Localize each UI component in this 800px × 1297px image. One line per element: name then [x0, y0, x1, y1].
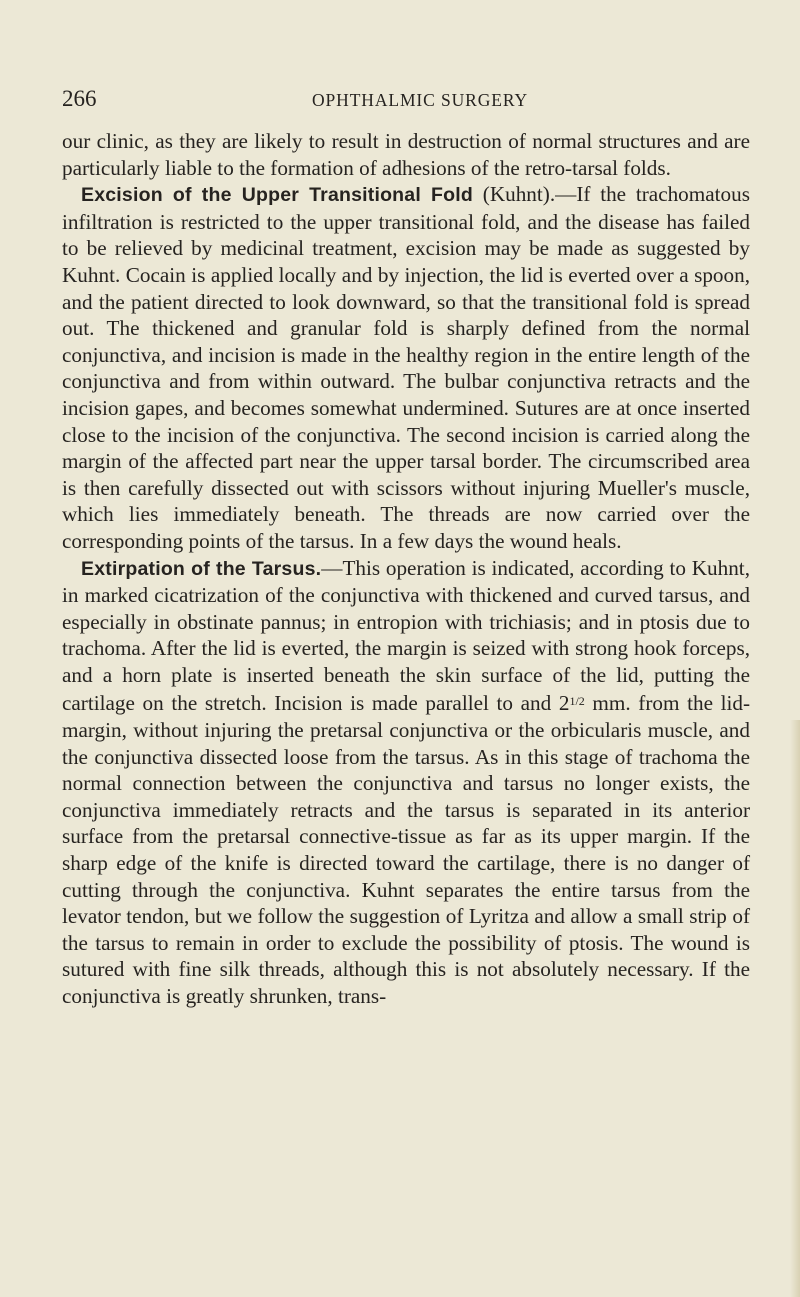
section-extirpation-text-b: mm. from the lid-margin, without injuring the pretarsal conjunctiva or the orbicularis muscle, and the conjunctiva dissected loose from the tarsus. As in this stage of trachoma the normal connection between the conjunctiva and tarsus no longer exists, the conjunctiva immediately retracts and the tarsus is separated in its anterior surface from the pretarsal connective-tissue as far as its upper margin. If the sharp edge of the knife is directed toward the cartilage, there is no danger of cutting through the conjunctiva. Kuhnt separates the entire tarsus from the levator tendon, but we follow the suggestion of Lyritza and allow a small strip of the tarsus to remain in order to exclude the possibility of ptosis. The wound is sutured with fine silk threads, although this is not absolutely necessary. If the conjunctiva is greatly shrunken, trans-: [62, 691, 751, 1008]
section-excision-paragraph: [62, 181, 750, 554]
section-heading-excision: Excision of the Upper Transitional Fold: [81, 184, 473, 207]
page-header: [62, 86, 752, 116]
intro-paragraph: [62, 128, 750, 181]
section-extirpation-paragraph: [62, 555, 750, 1010]
section-excision-text: —If the trachomatous infiltration is restricted to the upper transitional fold, and the disease has failed to be relieved by medicinal treatment, excision may be made as suggested by Kuhnt. Cocain is applied locally and by injection, the lid is everted over a spoon, and the patient directed to look downward, so that the transitional fold is spread out. The thickened and granular fold is sharply defined from the normal conjunctiva, and incision is made in the healthy region in the entire length of the conjunctiva and from within outward. The bulbar conjunctiva retracts and the incision gapes, and becomes somewhat undermined. Sutures are at once inserted close to the incision of the conjunctiva. The second incision is carried along the margin of the affected part near the upper tarsal border. The circumscribed area is then carefully dissected out with scissors without injuring Mueller's muscle, which lies immediately beneath. The threads are now carried over the corresponding points of the tarsus. In a few days the wound heals.: [62, 182, 750, 553]
page-number: 266: [62, 86, 97, 111]
body-text: [62, 128, 750, 1010]
section-heading-extirpation: Extirpation of the Tarsus.: [81, 557, 322, 580]
intro-text: our clinic, as they are likely to result in destruction of normal structures and are particularly liable to the formation of adhesions of the retro-tarsal folds.: [62, 129, 750, 180]
page-edge-shadow: [790, 720, 800, 1297]
section-extirpation-text-a: —This operation is indicated, according to Kuhnt, in marked cicatrization of the conjunctiva with thickened and curved tarsus, and especially in obstinate pannus; in entropion with trichiasis; and in ptosis due to trachoma. After the lid is everted, the margin is seized with strong hook forceps, and a horn plate is inserted beneath the skin surface of the lid, putting the cartilage on the stretch. Incision is made parallel to and 2: [62, 555, 750, 716]
section-attribution-kuhnt: (Kuhnt).: [473, 182, 556, 207]
fraction-half: 1/2: [569, 694, 585, 709]
running-title: OPHTHALMIC SURGERY: [312, 90, 529, 110]
